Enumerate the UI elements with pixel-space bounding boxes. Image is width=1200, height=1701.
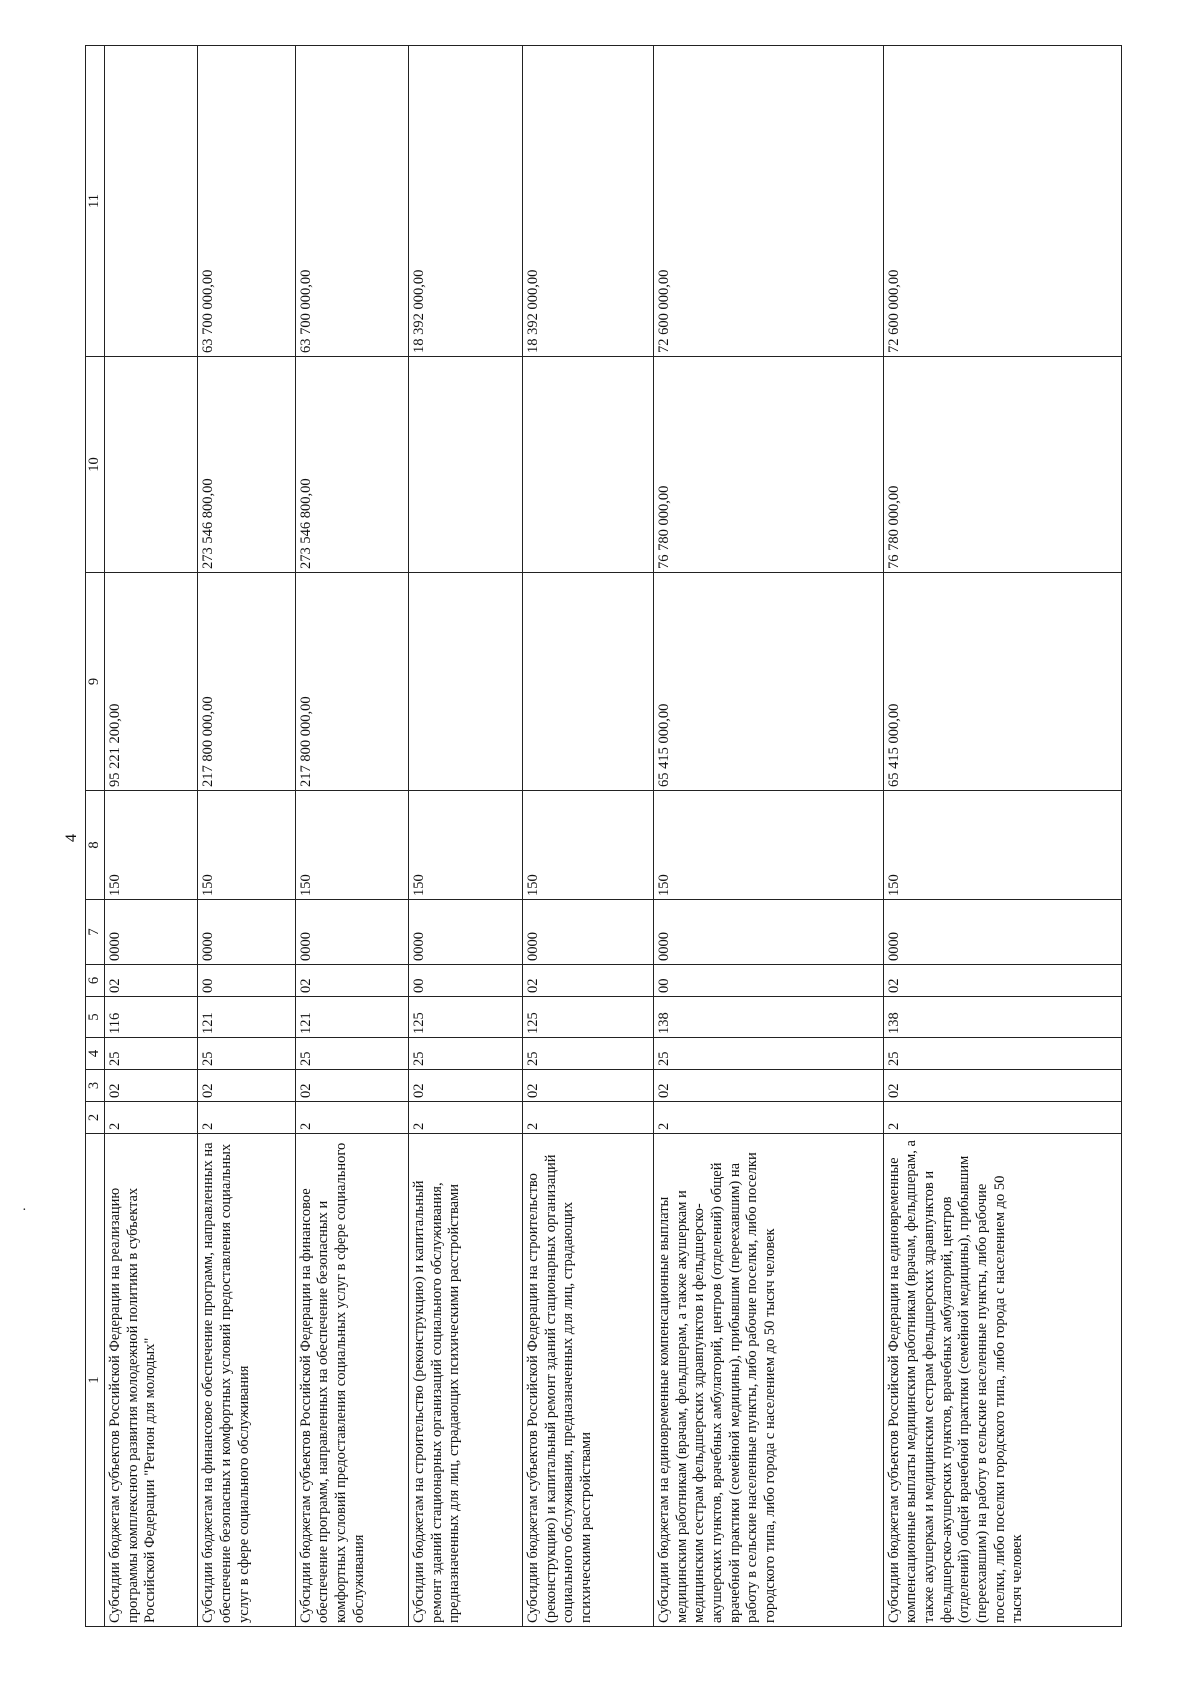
cell-description: Субсидии бюджетам на единовременные компенсационные выплаты медицинским работникам (врачам, фельдшерам, а также акушеркам и медицинским сестрам фельдшерских здравпунктов и фельдшерско-акушерских пунктов, врачебных амбулаторий, центров (отделений) общей врачебной практики (семейной медицины), прибывшим (переехавшим) на работу в сельские населенные пункты, либо рабочие поселки, либо поселки городского типа, либо города с населением до 50 тысяч человек <box>653 1134 883 1627</box>
cell-code: 02 <box>105 1070 198 1102</box>
cell-code: 25 <box>408 1038 522 1070</box>
cell-amount: 72 600 000,00 <box>653 46 883 357</box>
cell-code: 02 <box>408 1070 522 1102</box>
cell-code: 0000 <box>408 900 522 965</box>
cell-code: 2 <box>653 1102 883 1134</box>
cell-code: 0000 <box>523 900 654 965</box>
col-header-9: 9 <box>86 573 105 791</box>
table-row <box>105 46 198 1627</box>
table-row <box>653 46 883 1627</box>
table-row <box>523 46 654 1627</box>
budget-table-rotated <box>85 46 1122 1627</box>
col-header-6: 6 <box>86 965 105 997</box>
cell-code: 25 <box>198 1038 296 1070</box>
cell-code: 02 <box>523 965 654 997</box>
cell-amount: 217 800 000,00 <box>198 573 296 791</box>
cell-code: 02 <box>295 1070 408 1102</box>
table-row <box>198 46 296 1627</box>
cell-code: 150 <box>523 791 654 900</box>
cell-code: 25 <box>105 1038 198 1070</box>
cell-code: 125 <box>523 997 654 1038</box>
cell-description: Субсидии бюджетам субъектов Российской Федерации на реализацию программы комплексного развития молодежной политики в субъектах Российской Федерации "Регион для молодых" <box>105 1134 198 1627</box>
cell-code: 150 <box>198 791 296 900</box>
cell-code: 25 <box>653 1038 883 1070</box>
cell-description: Субсидии бюджетам на строительство (реконструкцию) и капитальный ремонт зданий стационарных организаций социального обслуживания, предназначенных для лиц, страдающих психическими расстройствами <box>408 1134 522 1627</box>
cell-amount <box>408 357 522 573</box>
cell-amount: 63 700 000,00 <box>295 46 408 357</box>
cell-code: 138 <box>653 997 883 1038</box>
cell-code: 0000 <box>295 900 408 965</box>
cell-code: 0000 <box>653 900 883 965</box>
col-header-1: 1 <box>86 1134 105 1627</box>
cell-code: 02 <box>883 965 1122 997</box>
col-header-11: 11 <box>86 46 105 357</box>
scan-artifact: · <box>22 1203 27 1218</box>
page-number: 4 <box>63 834 80 842</box>
cell-amount <box>105 46 198 357</box>
cell-code: 25 <box>295 1038 408 1070</box>
cell-amount: 273 546 800,00 <box>295 357 408 573</box>
header-row <box>86 46 105 1627</box>
cell-code: 2 <box>295 1102 408 1134</box>
cell-amount: 95 221 200,00 <box>105 573 198 791</box>
cell-code: 02 <box>295 965 408 997</box>
cell-code: 02 <box>653 1070 883 1102</box>
col-header-2: 2 <box>86 1102 105 1134</box>
cell-amount: 65 415 000,00 <box>883 573 1122 791</box>
cell-amount <box>105 357 198 573</box>
cell-code: 0000 <box>198 900 296 965</box>
cell-amount: 18 392 000,00 <box>408 46 522 357</box>
cell-code: 2 <box>198 1102 296 1134</box>
cell-code: 121 <box>295 997 408 1038</box>
cell-amount: 18 392 000,00 <box>523 46 654 357</box>
cell-description: Субсидии бюджетам субъектов Российской Федерации на финансовое обеспечение программ, направленных на обеспечение безопасных и комфортных условий предоставления социальных услуг в сфере социального обслуживания <box>295 1134 408 1627</box>
cell-code: 00 <box>408 965 522 997</box>
cell-description: Субсидии бюджетам субъектов Российской Федерации на строительство (реконструкцию) и капитальный ремонт зданий стационарных организаций социального обслуживания, предназначенных для лиц, страдающих психическими расстройствами <box>523 1134 654 1627</box>
cell-code: 02 <box>105 965 198 997</box>
cell-amount: 72 600 000,00 <box>883 46 1122 357</box>
col-header-3: 3 <box>86 1070 105 1102</box>
table-row <box>408 46 522 1627</box>
table-row <box>883 46 1122 1627</box>
cell-code: 02 <box>883 1070 1122 1102</box>
cell-description: Субсидии бюджетам субъектов Российской Федерации на единовременные компенсационные выплаты медицинским работникам (врачам, фельдшерам, а также акушеркам и медицинским сестрам фельдшерских здравпунктов и фельдшерско-акушерских пунктов, врачебных амбулаторий, центров (отделений) общей врачебной практики (семейной медицины), прибывшим (переехавшим) на работу в сельские населенные пункты, либо рабочие поселки, либо поселки городского типа, либо города с населением до 50 тысяч человек <box>883 1134 1122 1627</box>
col-header-4: 4 <box>86 1038 105 1070</box>
cell-code: 25 <box>883 1038 1122 1070</box>
cell-code: 00 <box>198 965 296 997</box>
cell-amount: 65 415 000,00 <box>653 573 883 791</box>
budget-table <box>85 45 1122 1627</box>
cell-code: 02 <box>198 1070 296 1102</box>
cell-amount: 76 780 000,00 <box>883 357 1122 573</box>
cell-code: 2 <box>523 1102 654 1134</box>
cell-code: 150 <box>105 791 198 900</box>
col-header-8: 8 <box>86 791 105 900</box>
cell-description: Субсидии бюджетам на финансовое обеспечение программ, направленных на обеспечение безопасных и комфортных условий предоставления социальных услуг в сфере социального обслуживания <box>198 1134 296 1627</box>
cell-code: 25 <box>523 1038 654 1070</box>
cell-code: 2 <box>883 1102 1122 1134</box>
cell-code: 2 <box>105 1102 198 1134</box>
cell-amount: 273 546 800,00 <box>198 357 296 573</box>
cell-code: 0000 <box>883 900 1122 965</box>
col-header-7: 7 <box>86 900 105 965</box>
cell-amount: 217 800 000,00 <box>295 573 408 791</box>
cell-code: 2 <box>408 1102 522 1134</box>
cell-amount: 63 700 000,00 <box>198 46 296 357</box>
cell-code: 150 <box>408 791 522 900</box>
cell-amount: 76 780 000,00 <box>653 357 883 573</box>
col-header-5: 5 <box>86 997 105 1038</box>
cell-code: 150 <box>295 791 408 900</box>
table-row <box>295 46 408 1627</box>
cell-amount <box>523 357 654 573</box>
cell-code: 0000 <box>105 900 198 965</box>
cell-code: 150 <box>653 791 883 900</box>
cell-code: 02 <box>523 1070 654 1102</box>
cell-code: 125 <box>408 997 522 1038</box>
cell-amount <box>523 573 654 791</box>
cell-code: 116 <box>105 997 198 1038</box>
cell-code: 121 <box>198 997 296 1038</box>
cell-amount <box>408 573 522 791</box>
col-header-10: 10 <box>86 357 105 573</box>
cell-code: 00 <box>653 965 883 997</box>
cell-code: 138 <box>883 997 1122 1038</box>
cell-code: 150 <box>883 791 1122 900</box>
